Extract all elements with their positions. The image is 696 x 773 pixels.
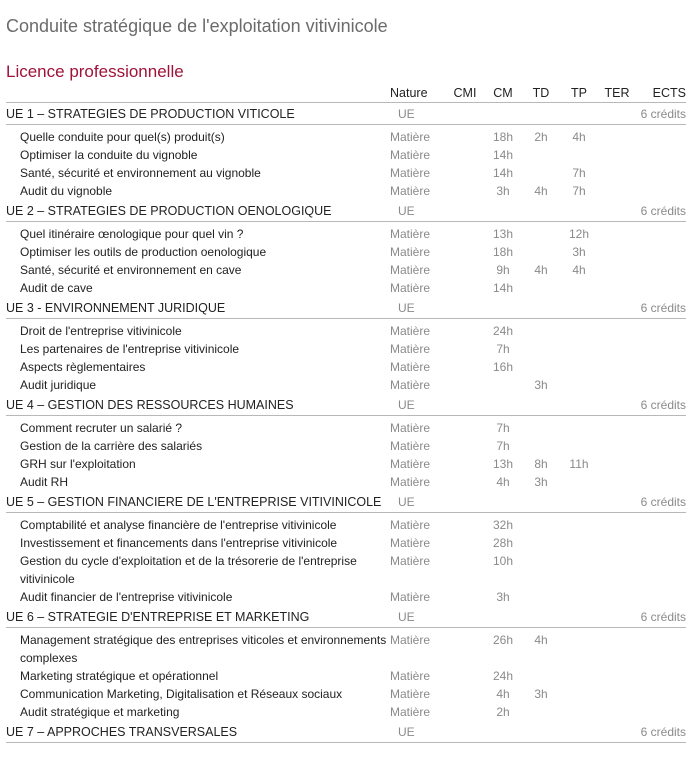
course-cm: 16h xyxy=(492,360,514,374)
course-label[interactable]: Marketing stratégique et opérationnel xyxy=(20,669,219,683)
ue-nature: UE xyxy=(390,721,446,743)
course-td xyxy=(522,588,560,606)
ue-label[interactable]: UE 4 – GESTION DES RESSOURCES HUMAINES xyxy=(6,394,390,416)
course-ter xyxy=(598,552,636,588)
course-label[interactable]: Optimiser les outils de production oenologique xyxy=(20,245,267,259)
course-ects xyxy=(636,534,686,552)
ue-cmi xyxy=(446,394,484,416)
course-cm: 9h xyxy=(496,263,510,277)
ue-cmi xyxy=(446,606,484,628)
course-label[interactable]: Aspects règlementaires xyxy=(20,360,146,374)
course-ects xyxy=(636,588,686,606)
ue-cm xyxy=(484,491,522,513)
ue-ects: 6 crédits xyxy=(636,394,686,416)
course-nature: Matière xyxy=(390,378,431,392)
course-ter xyxy=(598,261,636,279)
course-label[interactable]: Management stratégique des entreprises viticoles et environnements complexes xyxy=(20,633,387,665)
course-ects xyxy=(636,146,686,164)
ue-td xyxy=(522,200,560,222)
course-td xyxy=(522,513,560,535)
course-row[interactable] xyxy=(6,667,686,685)
course-cmi xyxy=(446,513,484,535)
header-nature: Nature xyxy=(390,84,446,103)
header-tp: TP xyxy=(560,84,598,103)
course-tp xyxy=(560,513,598,535)
course-row[interactable] xyxy=(6,279,686,297)
course-ter xyxy=(598,437,636,455)
course-label[interactable]: Gestion du cycle d'exploitation et de la trésorerie de l'entreprise vitivinicole xyxy=(20,554,357,586)
course-td xyxy=(522,340,560,358)
course-label[interactable]: Audit financier de l'entreprise vitivinicole xyxy=(20,590,233,604)
course-label[interactable]: Audit du vignoble xyxy=(20,184,113,198)
ue-cm xyxy=(484,721,522,743)
ue-td xyxy=(522,394,560,416)
course-ter xyxy=(598,319,636,341)
ue-ects: 6 crédits xyxy=(636,491,686,513)
course-row[interactable] xyxy=(6,125,686,147)
course-row[interactable] xyxy=(6,243,686,261)
course-tp xyxy=(560,376,598,394)
page-title: Conduite stratégique de l'exploitation vitivinicole xyxy=(6,16,388,36)
course-nature: Matière xyxy=(390,687,431,701)
course-nature: Matière xyxy=(390,342,431,356)
course-cm: 18h xyxy=(492,130,514,144)
ue-label[interactable]: UE 7 – APPROCHES TRANSVERSALES xyxy=(6,721,390,743)
course-row[interactable] xyxy=(6,376,686,394)
course-ter xyxy=(598,703,636,721)
ue-td xyxy=(522,297,560,319)
course-row[interactable] xyxy=(6,222,686,244)
course-label[interactable]: Comptabilité et analyse financière de l'entreprise vitivinicole xyxy=(20,518,337,532)
course-nature: Matière xyxy=(390,475,431,489)
course-cmi xyxy=(446,473,484,491)
ue-td xyxy=(522,491,560,513)
course-cmi xyxy=(446,376,484,394)
course-tp xyxy=(560,146,598,164)
course-nature: Matière xyxy=(390,518,431,532)
course-td xyxy=(522,416,560,438)
course-ter xyxy=(598,473,636,491)
course-td xyxy=(522,164,560,182)
course-row[interactable] xyxy=(6,685,686,703)
ue-nature: UE xyxy=(390,297,446,319)
course-cm: 26h xyxy=(492,633,514,647)
course-cm: 14h xyxy=(492,281,514,295)
course-row[interactable] xyxy=(6,437,686,455)
ue-tp xyxy=(560,103,598,125)
course-cmi xyxy=(446,319,484,341)
course-nature: Matière xyxy=(390,705,431,719)
ue-tp xyxy=(560,394,598,416)
course-ects xyxy=(636,685,686,703)
course-label[interactable]: Audit RH xyxy=(20,475,69,489)
program-table xyxy=(6,84,686,743)
course-ter xyxy=(598,243,636,261)
course-tp xyxy=(560,319,598,341)
course-cm: 14h xyxy=(492,148,514,162)
course-row[interactable] xyxy=(6,455,686,473)
ue-row[interactable] xyxy=(6,200,686,222)
course-row[interactable] xyxy=(6,340,686,358)
course-cmi xyxy=(446,164,484,182)
section-title: Licence professionnelle xyxy=(6,62,184,81)
course-tp: 11h xyxy=(569,457,589,471)
course-row[interactable] xyxy=(6,588,686,606)
ue-ter xyxy=(598,103,636,125)
course-td: 4h xyxy=(534,633,548,647)
course-label[interactable]: Santé, sécurité et environnement en cave xyxy=(20,263,242,277)
course-cm: 4h xyxy=(496,687,510,701)
course-ter xyxy=(598,534,636,552)
ue-td xyxy=(522,606,560,628)
course-row[interactable] xyxy=(6,628,686,668)
ue-ects: 6 crédits xyxy=(636,297,686,319)
course-ects xyxy=(636,376,686,394)
ue-cmi xyxy=(446,103,484,125)
course-cm: 7h xyxy=(496,439,510,453)
ue-tp xyxy=(560,297,598,319)
course-nature: Matière xyxy=(390,554,431,568)
course-td xyxy=(522,243,560,261)
ue-row[interactable] xyxy=(6,721,686,743)
course-ter xyxy=(598,125,636,147)
course-cmi xyxy=(446,667,484,685)
course-cmi xyxy=(446,279,484,297)
course-label[interactable]: Gestion de la carrière des salariés xyxy=(20,439,203,453)
header-td: TD xyxy=(522,84,560,103)
course-td: 8h xyxy=(534,457,548,471)
course-tp xyxy=(560,628,598,668)
ue-cm xyxy=(484,103,522,125)
header-label xyxy=(6,84,390,103)
ue-row[interactable] xyxy=(6,606,686,628)
course-label[interactable]: Droit de l'entreprise vitivinicole xyxy=(20,324,182,338)
course-cmi xyxy=(446,125,484,147)
course-td: 3h xyxy=(534,687,548,701)
course-row[interactable] xyxy=(6,513,686,535)
course-cm: 28h xyxy=(492,536,514,550)
course-row[interactable] xyxy=(6,319,686,341)
ue-label[interactable]: UE 5 – GESTION FINANCIERE DE L'ENTREPRISE VITIVINICOLE xyxy=(6,491,390,513)
course-nature: Matière xyxy=(390,457,431,471)
ue-nature: UE xyxy=(390,394,446,416)
course-ects xyxy=(636,628,686,668)
ue-nature: UE xyxy=(390,491,446,513)
ue-row[interactable] xyxy=(6,394,686,416)
course-ects xyxy=(636,437,686,455)
course-tp xyxy=(560,588,598,606)
course-cmi xyxy=(446,628,484,668)
course-ects xyxy=(636,319,686,341)
course-ects xyxy=(636,182,686,200)
course-ects xyxy=(636,455,686,473)
course-ects xyxy=(636,667,686,685)
course-row[interactable] xyxy=(6,703,686,721)
course-row[interactable] xyxy=(6,552,686,588)
ue-label[interactable]: UE 6 – STRATEGIE D'ENTREPRISE ET MARKETING xyxy=(6,606,390,628)
course-td xyxy=(522,667,560,685)
ue-tp xyxy=(560,606,598,628)
course-td xyxy=(522,552,560,588)
course-ter xyxy=(598,279,636,297)
course-cm: 14h xyxy=(492,166,514,180)
course-ects xyxy=(636,552,686,588)
course-nature: Matière xyxy=(390,245,431,259)
course-tp xyxy=(560,685,598,703)
course-td xyxy=(522,279,560,297)
course-ter xyxy=(598,164,636,182)
course-ter xyxy=(598,146,636,164)
course-ects xyxy=(636,164,686,182)
course-cm: 4h xyxy=(496,475,510,489)
course-row[interactable] xyxy=(6,534,686,552)
ue-tp xyxy=(560,721,598,743)
course-cm: 18h xyxy=(492,245,514,259)
course-row[interactable] xyxy=(6,358,686,376)
ue-label[interactable]: UE 3 - ENVIRONNEMENT JURIDIQUE xyxy=(6,297,390,319)
ue-td xyxy=(522,721,560,743)
course-cm: 3h xyxy=(496,590,510,604)
ue-ter xyxy=(598,297,636,319)
course-tp xyxy=(560,552,598,588)
course-label[interactable]: Quel itinéraire œnologique pour quel vin ? xyxy=(20,227,244,241)
ue-row[interactable] xyxy=(6,297,686,319)
course-tp xyxy=(560,703,598,721)
course-ter xyxy=(598,588,636,606)
course-nature: Matière xyxy=(390,324,431,338)
course-cm: 7h xyxy=(496,342,510,356)
course-ter xyxy=(598,376,636,394)
course-cmi xyxy=(446,437,484,455)
ue-row[interactable] xyxy=(6,491,686,513)
course-tp: 3h xyxy=(572,245,586,259)
course-nature: Matière xyxy=(390,130,431,144)
course-cmi xyxy=(446,182,484,200)
course-nature: Matière xyxy=(390,536,431,550)
ue-ects: 6 crédits xyxy=(636,721,686,743)
course-nature: Matière xyxy=(390,166,431,180)
course-ects xyxy=(636,358,686,376)
course-cmi xyxy=(446,552,484,588)
ue-nature: UE xyxy=(390,606,446,628)
course-td: 4h xyxy=(534,263,548,277)
course-label[interactable]: GRH sur l'exploitation xyxy=(20,457,136,471)
course-cm: 3h xyxy=(496,184,510,198)
header-cm: CM xyxy=(484,84,522,103)
course-td xyxy=(522,703,560,721)
ue-row[interactable] xyxy=(6,103,686,125)
course-cmi xyxy=(446,588,484,606)
header-ter: TER xyxy=(598,84,636,103)
course-ects xyxy=(636,340,686,358)
course-td xyxy=(522,534,560,552)
course-cmi xyxy=(446,243,484,261)
course-nature: Matière xyxy=(390,590,431,604)
course-cm: 32h xyxy=(492,518,514,532)
course-cm: 7h xyxy=(496,421,510,435)
course-nature: Matière xyxy=(390,421,431,435)
course-cm xyxy=(484,376,522,394)
ue-cmi xyxy=(446,200,484,222)
course-tp xyxy=(560,416,598,438)
course-row[interactable] xyxy=(6,473,686,491)
course-label[interactable]: Quelle conduite pour quel(s) produit(s) xyxy=(20,130,225,144)
course-td: 4h xyxy=(534,184,548,198)
course-row[interactable] xyxy=(6,164,686,182)
course-nature: Matière xyxy=(390,227,431,241)
course-td xyxy=(522,146,560,164)
course-ter xyxy=(598,455,636,473)
course-label[interactable]: Audit juridique xyxy=(20,378,97,392)
course-ter xyxy=(598,513,636,535)
ue-ter xyxy=(598,200,636,222)
course-cmi xyxy=(446,358,484,376)
course-tp: 7h xyxy=(572,184,586,198)
ue-nature: UE xyxy=(390,103,446,125)
ue-cm xyxy=(484,394,522,416)
ue-nature: UE xyxy=(390,200,446,222)
course-cmi xyxy=(446,222,484,244)
course-ects xyxy=(636,261,686,279)
header-cmi: CMI xyxy=(446,84,484,103)
ue-label[interactable]: UE 1 – STRATEGIES DE PRODUCTION VITICOLE xyxy=(6,103,390,125)
ue-ter xyxy=(598,721,636,743)
course-ects xyxy=(636,243,686,261)
course-tp xyxy=(560,534,598,552)
course-label[interactable]: Audit de cave xyxy=(20,281,93,295)
course-tp: 4h xyxy=(572,263,586,277)
course-td xyxy=(522,358,560,376)
course-ter xyxy=(598,628,636,668)
course-cmi xyxy=(446,455,484,473)
course-label[interactable]: Santé, sécurité et environnement au vignoble xyxy=(20,166,261,180)
course-ter xyxy=(598,182,636,200)
course-ter xyxy=(598,667,636,685)
course-tp: 4h xyxy=(572,130,586,144)
course-ter xyxy=(598,685,636,703)
course-td xyxy=(522,437,560,455)
course-tp: 7h xyxy=(572,166,586,180)
course-ects xyxy=(636,513,686,535)
ue-cmi xyxy=(446,297,484,319)
ue-cm xyxy=(484,606,522,628)
course-tp xyxy=(560,358,598,376)
course-tp: 12h xyxy=(568,227,590,241)
course-label[interactable]: Audit stratégique et marketing xyxy=(20,705,180,719)
ue-ter xyxy=(598,491,636,513)
ue-ects: 6 crédits xyxy=(636,200,686,222)
course-cm: 24h xyxy=(492,669,514,683)
course-label[interactable]: Optimiser la conduite du vignoble xyxy=(20,148,198,162)
ue-cm xyxy=(484,200,522,222)
course-td: 3h xyxy=(534,378,548,392)
course-ects xyxy=(636,473,686,491)
course-cmi xyxy=(446,703,484,721)
course-cmi xyxy=(446,685,484,703)
course-ter xyxy=(598,222,636,244)
course-row[interactable] xyxy=(6,146,686,164)
course-ects xyxy=(636,703,686,721)
course-cmi xyxy=(446,146,484,164)
course-cmi xyxy=(446,261,484,279)
course-label[interactable]: Investissement et financements dans l'entreprise vitivinicole xyxy=(20,536,338,550)
course-tp xyxy=(560,667,598,685)
course-label[interactable]: Les partenaires de l'entreprise vitivinicole xyxy=(20,342,240,356)
course-ter xyxy=(598,416,636,438)
course-label[interactable]: Comment recruter un salarié ? xyxy=(20,421,183,435)
course-cmi xyxy=(446,340,484,358)
course-td xyxy=(522,319,560,341)
ue-label[interactable]: UE 2 – STRATEGIES DE PRODUCTION OENOLOGIQUE xyxy=(6,200,390,222)
course-nature: Matière xyxy=(390,263,431,277)
course-nature: Matière xyxy=(390,360,431,374)
table-header xyxy=(6,84,686,103)
course-tp xyxy=(560,473,598,491)
ue-ects: 6 crédits xyxy=(636,606,686,628)
course-row[interactable] xyxy=(6,416,686,438)
course-cmi xyxy=(446,416,484,438)
course-tp xyxy=(560,279,598,297)
course-cm: 24h xyxy=(492,324,514,338)
course-tp xyxy=(560,437,598,455)
ue-ter xyxy=(598,394,636,416)
course-cm: 10h xyxy=(492,554,514,568)
course-ects xyxy=(636,222,686,244)
ue-ects: 6 crédits xyxy=(636,103,686,125)
course-cm: 13h xyxy=(492,227,514,241)
header-ects: ECTS xyxy=(636,84,686,103)
course-nature: Matière xyxy=(390,439,431,453)
course-tp xyxy=(560,340,598,358)
course-nature: Matière xyxy=(390,669,431,683)
course-ter xyxy=(598,358,636,376)
ue-cmi xyxy=(446,721,484,743)
course-row[interactable] xyxy=(6,182,686,200)
course-ects xyxy=(636,279,686,297)
course-td: 3h xyxy=(534,475,548,489)
course-label[interactable]: Communication Marketing, Digitalisation et Réseaux sociaux xyxy=(20,687,343,701)
course-cm: 13h xyxy=(492,457,514,471)
ue-cmi xyxy=(446,491,484,513)
ue-tp xyxy=(560,491,598,513)
course-cmi xyxy=(446,534,484,552)
course-ects xyxy=(636,125,686,147)
ue-cm xyxy=(484,297,522,319)
course-td xyxy=(522,222,560,244)
course-cm: 2h xyxy=(496,705,510,719)
course-nature: Matière xyxy=(390,633,431,647)
course-nature: Matière xyxy=(390,148,431,162)
course-row[interactable] xyxy=(6,261,686,279)
course-ects xyxy=(636,416,686,438)
course-ter xyxy=(598,340,636,358)
course-nature: Matière xyxy=(390,281,431,295)
course-nature: Matière xyxy=(390,184,431,198)
ue-tp xyxy=(560,200,598,222)
ue-ter xyxy=(598,606,636,628)
ue-td xyxy=(522,103,560,125)
course-td: 2h xyxy=(534,130,548,144)
